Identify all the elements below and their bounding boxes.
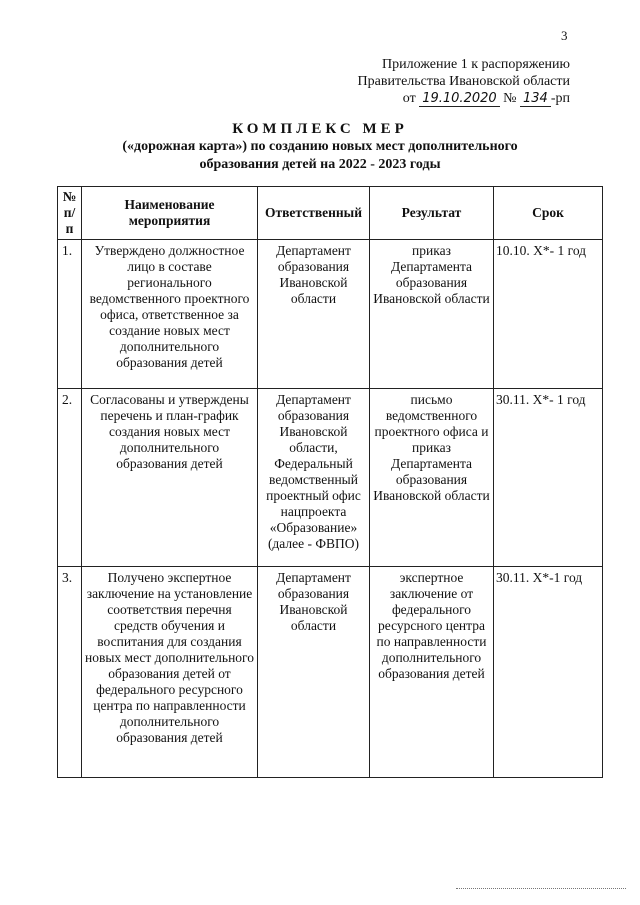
- title-line-3: образования детей на 2022 - 2023 годы: [199, 157, 441, 172]
- cell-result: письмо ведомственного проектного офиса и приказ Департамента образования Ивановской области: [370, 389, 494, 567]
- cell-num: 1.: [58, 240, 82, 389]
- header-term: Срок: [494, 187, 603, 240]
- document-title: [60, 120, 580, 174]
- table-header-row: [58, 187, 603, 240]
- attachment-block: [330, 56, 570, 107]
- cell-name: Согласованы и утверждены перечень и план-график создания новых мест дополнительного образования детей: [82, 389, 258, 567]
- table-row: [58, 567, 603, 778]
- handwritten-number: 134: [520, 91, 551, 107]
- page-number: 3: [561, 28, 568, 43]
- cell-responsible: Департамент образования Ивановской области, Федеральный ведомственный проектный офис нацпроекта «Образование» (далее - ФВПО): [258, 389, 370, 567]
- attachment-line-3: [330, 90, 570, 107]
- from-label: от: [402, 91, 416, 106]
- measures-table: [57, 186, 603, 778]
- cell-term: 30.11. Х*-1 год: [494, 567, 603, 778]
- cell-responsible: Департамент образования Ивановской области: [258, 567, 370, 778]
- cell-term: 10.10. Х*- 1 год: [494, 240, 603, 389]
- table-row: [58, 240, 603, 389]
- cell-result: приказ Департамента образования Ивановской области: [370, 240, 494, 389]
- cell-num: 3.: [58, 567, 82, 778]
- cell-num: 2.: [58, 389, 82, 567]
- header-result: Результат: [370, 187, 494, 240]
- title-line-2: («дорожная карта») по созданию новых мест дополнительного: [122, 139, 518, 154]
- number-label: №: [503, 91, 517, 106]
- scan-artifact: [456, 888, 626, 891]
- number-suffix: -рп: [550, 91, 570, 106]
- attachment-line-2: Правительства Ивановской области: [357, 74, 570, 89]
- header-num: № п/п: [58, 187, 82, 240]
- cell-name: Получено экспертное заключение на установление соответствия перечня средств обучения и воспитания для создания новых мест дополнительного образования детей от федерального ресурсного центра по направленности дополнительного образования детей: [82, 567, 258, 778]
- cell-name: Утверждено должностное лицо в составе регионального ведомственного проектного офиса, ответственное за создание новых мест дополнительного образования детей: [82, 240, 258, 389]
- cell-result: экспертное заключение от федерального ресурсного центра по направленности дополнительного образования детей: [370, 567, 494, 778]
- attachment-line-1: Приложение 1 к распоряжению: [382, 57, 570, 72]
- header-responsible: Ответственный: [258, 187, 370, 240]
- cell-term: 30.11. Х*- 1 год: [494, 389, 603, 567]
- cell-responsible: Департамент образования Ивановской области: [258, 240, 370, 389]
- title-heading: КОМПЛЕКС МЕР: [232, 121, 408, 137]
- header-name: Наименование мероприятия: [82, 187, 258, 240]
- table-row: [58, 389, 603, 567]
- handwritten-date: 19.10.2020: [419, 91, 499, 107]
